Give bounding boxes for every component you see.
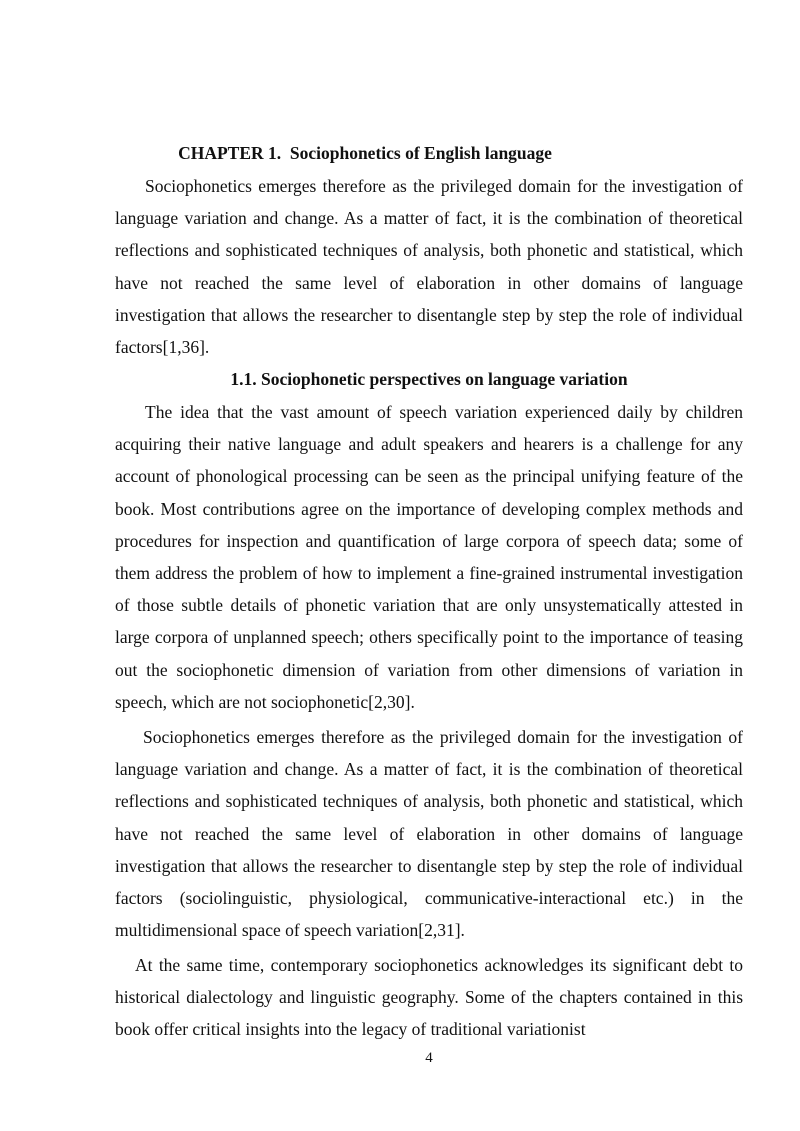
section-title: 1.1. Sociophonetic perspectives on language variation bbox=[230, 369, 628, 389]
chapter-title: CHAPTER 1. Sociophonetics of English language bbox=[178, 143, 552, 163]
page-number: 4 bbox=[425, 1050, 433, 1066]
paragraph-2: The idea that the vast amount of speech variation experienced daily by children acquiring their native language and adult speakers and hearers is a challenge for any account of phonological processing can be seen as the principal unifying feature of the book. Most contributions agree on the importance of developing complex methods and procedures for inspection and quantification of large corpora of speech data; some of them address the problem of how to implement a fine-grained instrumental investigation of those subtle details of phonetic variation that are only unsystematically attested in large corpora of unplanned speech; others specifically point to the importance of teasing out the sociophonetic dimension of variation from other dimensions of variation in speech, which are not sociophonetic[2,30]. bbox=[115, 402, 743, 712]
paragraph-4: At the same time, contemporary sociophonetics acknowledges its significant debt to historical dialectology and linguistic geography. Some of the chapters contained in this book offer critical insights into the legacy of traditional variationist bbox=[115, 955, 743, 1040]
paragraph-3: Sociophonetics emerges therefore as the privileged domain for the investigation of language variation and change. As a matter of fact, it is the combination of theoretical reflections and sophisticated techniques of analysis, both phonetic and statistical, which have not reached the same level of elaboration in other domains of language investigation that allows the researcher to disentangle step by step the role of individual factors (sociolinguistic, physiological, communicative-interactional etc.) in the multidimensional space of speech variation[2,31]. bbox=[115, 727, 743, 941]
paragraph-1: Sociophonetics emerges therefore as the privileged domain for the investigation of language variation and change. As a matter of fact, it is the combination of theoretical reflections and sophisticated techniques of analysis, both phonetic and statistical, which have not reached the same level of elaboration in other domains of language investigation that allows the researcher to disentangle step by step the role of individual factors[1,36]. bbox=[115, 176, 743, 358]
